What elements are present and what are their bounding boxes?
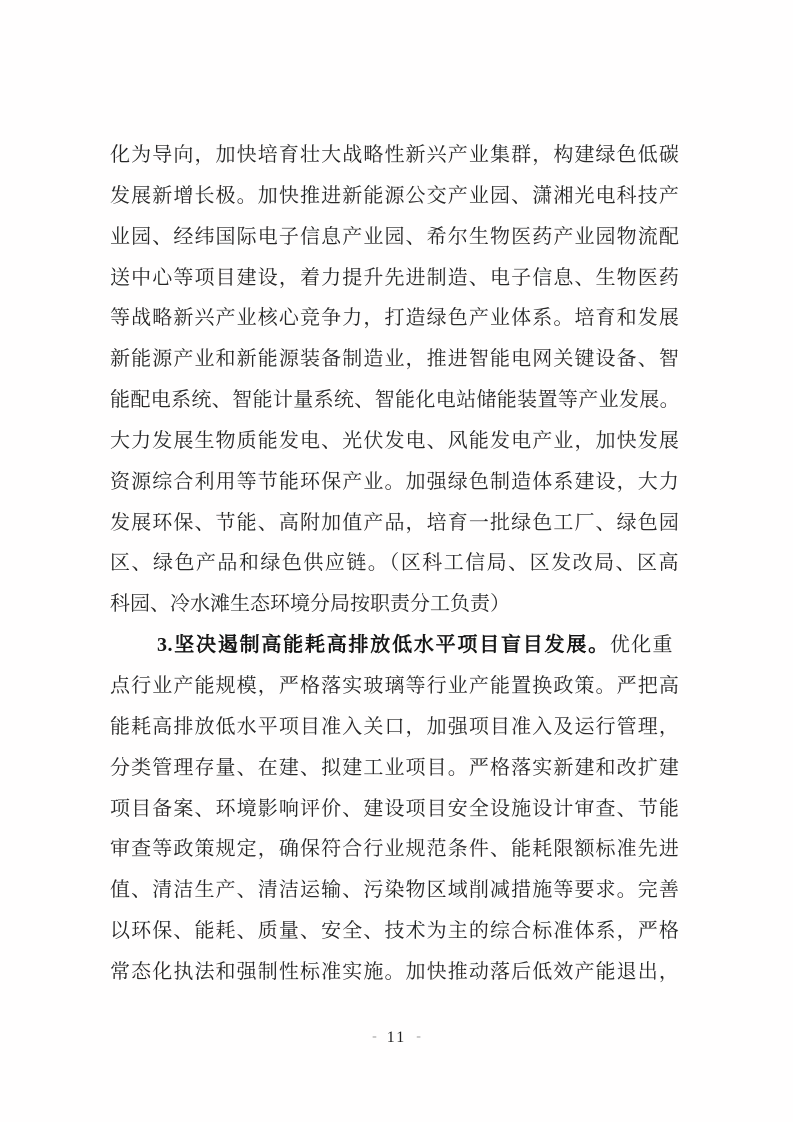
text-line: 大力发展生物质能发电、光伏发电、风能发电产业，加快发展 — [110, 429, 680, 452]
page-number-left-dash: - — [372, 1029, 377, 1044]
text-line: 等战略新兴产业核心竞争力，打造绿色产业体系。培育和发展 — [110, 307, 680, 330]
text-line: 能配电系统、智能计量系统、智能化电站储能装置等产业发展。 — [110, 389, 680, 412]
text-line: 点行业产能规模，严格落实玻璃等行业产能置换政策。严把高 — [110, 674, 680, 697]
page-number-right-dash: - — [416, 1029, 421, 1044]
text-line: 送中心等项目建设，着力提升先进制造、电子信息、生物医药 — [110, 266, 680, 289]
section-heading-line — [110, 625, 680, 666]
text-line: 能耗高排放低水平项目准入关口，加强项目准入及运行管理， — [110, 715, 680, 738]
text-line: 项目备案、环境影响评价、建设项目安全设施设计审查、节能 — [110, 797, 680, 820]
text-line: 新能源产业和新能源装备制造业，推进智能电网关键设备、智 — [110, 348, 680, 371]
section-heading-bold: 3.坚决遏制高能耗高排放低水平项目盲目发展。 — [157, 634, 610, 657]
text-line: 发展新增长极。加快推进新能源公交产业园、潇湘光电科技产 — [110, 184, 680, 207]
text-line: 业园、经纬国际电子信息产业园、希尔生物医药产业园物流配 — [110, 225, 680, 248]
text-line: 资源综合利用等节能环保产业。加强绿色制造体系建设，大力 — [110, 470, 680, 493]
text-line: 值、清洁生产、清洁运输、污染物区域削减措施等要求。完善 — [110, 879, 680, 902]
text-line: 区、绿色产品和绿色供应链。（区科工信局、区发改局、区高 — [110, 552, 680, 575]
text-line: 以环保、能耗、质量、安全、技术为主的综合标准体系，严格 — [110, 920, 680, 943]
text-line: 化为导向，加快培育壮大战略性新兴产业集群，构建绿色低碳 — [110, 144, 680, 166]
text-line: 常态化执法和强制性标准实施。加快推动落后低效产能退出， — [110, 960, 680, 983]
page-number — [0, 1028, 793, 1049]
section-heading-rest: 优化重 — [609, 634, 674, 657]
text-line: 分类管理存量、在建、拟建工业项目。严格落实新建和改扩建 — [110, 756, 680, 779]
paragraph-last-line: 科园、冷水滩生态环境分局按职责分工负责） — [110, 593, 510, 616]
text-line: 发展环保、节能、高附加值产品，培育一批绿色工厂、绿色园 — [110, 511, 680, 534]
text-line: 审查等政策规定，确保符合行业规范条件、能耗限额标准先进 — [110, 838, 680, 861]
body-text — [110, 135, 680, 993]
page-number-value: 11 — [386, 1029, 407, 1046]
